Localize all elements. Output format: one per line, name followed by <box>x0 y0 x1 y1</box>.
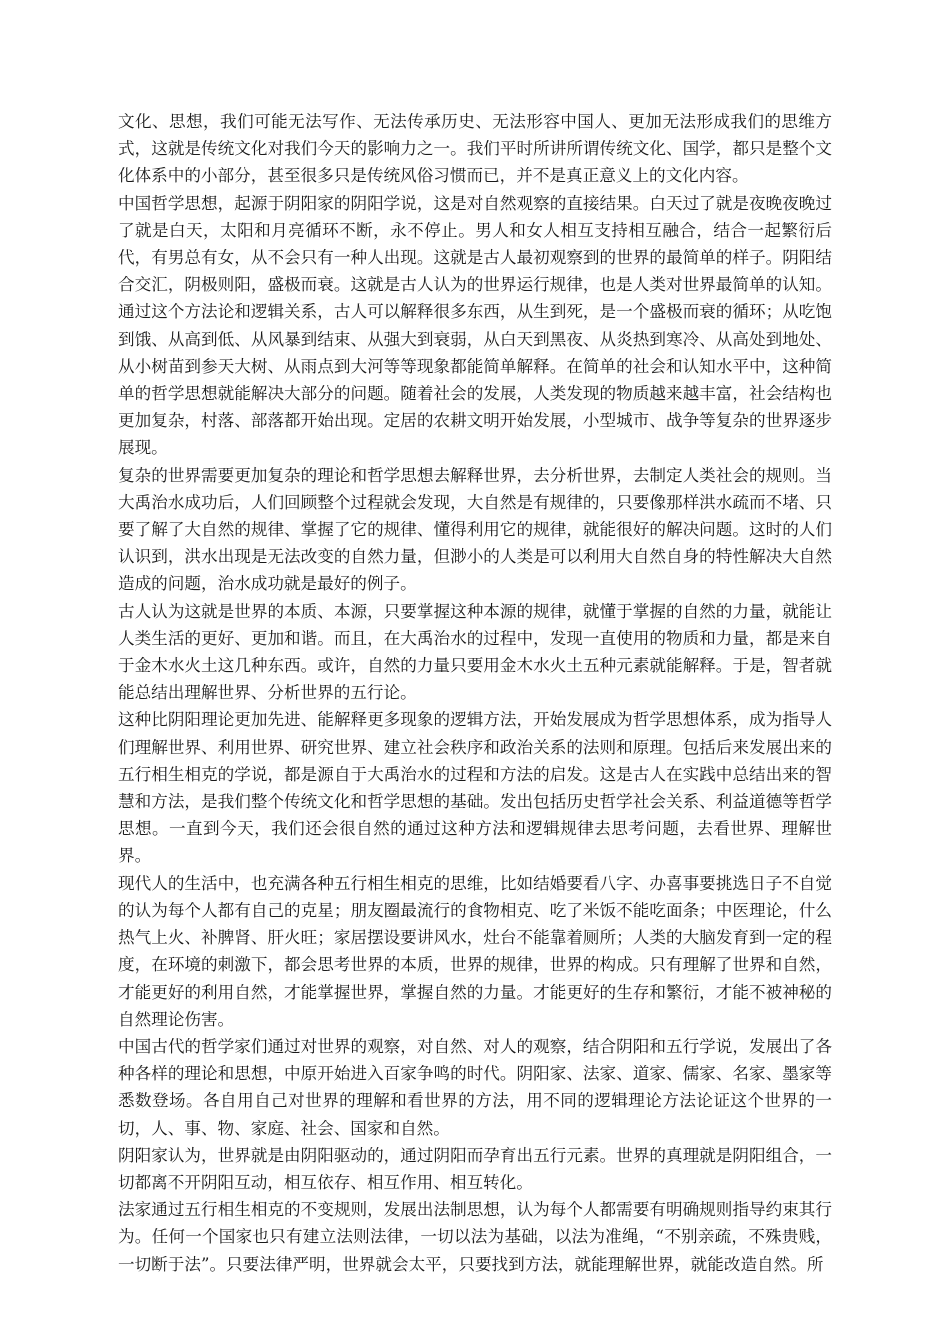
paragraph: 中国古代的哲学家们通过对世界的观察，对自然、对人的观察，结合阴阳和五行学说，发展出了各种各样的理论和思想，中原开始进入百家争鸣的时代。阴阳家、法家、道家、儒家、名家、墨家等悉数登场。各自用自己对世界的理解和看世界的方法，用不同的逻辑理论方法论证这个世界的一切，人、事、物、家庭、社会、国家和自然。 <box>118 1036 832 1138</box>
paragraph: 法家通过五行相生相克的不变规则，发展出法制思想，认为每个人都需要有明确规则指导约束其行为。任何一个国家也只有建立法则法律，一切以法为基础，以法为准绳，“不别亲疏，不殊贵贱，一切断于法”。只要法律严明，世界就会太平，只要找到方法，就能理解世界，就能改造自然。所 <box>118 1200 832 1274</box>
paragraph: 现代人的生活中，也充满各种五行相生相克的思维，比如结婚要看八字、办喜事要挑选日子不自觉的认为每个人都有自己的克星；朋友圈最流行的食物相克、吃了米饭不能吃面条；中医理论，什么热气上火、补脾肾、肝火旺；家居摆设要讲风水，灶台不能靠着厕所；人类的大脑发育到一定的程度，在环境的刺激下，都会思考世界的本质，世界的规律，世界的构成。只有理解了世界和自然，才能更好的利用自然，才能掌握世界，掌握自然的力量。才能更好的生存和繁衍，才能不被神秘的自然理论伤害。 <box>118 873 832 1029</box>
document-body <box>118 108 832 1278</box>
paragraph: 阴阳家认为，世界就是由阴阳驱动的，通过阴阳而孕育出五行元素。世界的真理就是阴阳组合，一切都离不开阴阳互动，相互依存、相互作用、相互转化。 <box>118 1145 832 1192</box>
paragraph: 复杂的世界需要更加复杂的理论和哲学思想去解释世界，去分析世界，去制定人类社会的规则。当大禹治水成功后，人们回顾整个过程就会发现，大自然是有规律的，只要像那样洪水疏而不堵、只要了解了大自然的规律、掌握了它的规律、懂得利用它的规律，就能很好的解决问题。这时的人们认识到，洪水出现是无法改变的自然力量，但渺小的人类是可以利用大自然自身的特性解决大自然造成的问题，治水成功就是最好的例子。 <box>118 465 832 594</box>
paragraph: 古人认为这就是世界的本质、本源，只要掌握这种本源的规律，就懂于掌握的自然的力量，就能让人类生活的更好、更加和谐。而且，在大禹治水的过程中，发现一直使用的物质和力量，都是来自于金木水火土这几种东西。或许，自然的力量只要用金木水火土五种元素就能解释。于是，智者就能总结出理解世界、分析世界的五行论。 <box>118 601 832 703</box>
paragraph: 中国哲学思想，起源于阴阳家的阴阳学说，这是对自然观察的直接结果。白天过了就是夜晚夜晚过了就是白天，太阳和月亮循环不断，永不停止。男人和女人相互支持相互融合，结合一起繁衍后代，有男总有女，从不会只有一种人出现。这就是古人最初观察到的世界的最简单的样子。阴阳结合交汇，阴极则阳，盛极而衰。这就是古人认为的世界运行规律，也是人类对世界最简单的认知。通过这个方法论和逻辑关系，古人可以解释很多东西，从生到死，是一个盛极而衰的循环；从吃饱到饿、从高到低、从风暴到结束、从强大到衰弱，从白天到黑夜、从炎热到寒冷、从高处到地处、从小树苗到参天大树、从雨点到大河等等现象都能简单解释。在简单的社会和认知水平中，这种简单的哲学思想就能解决大部分的问题。随着社会的发展，人类发现的物质越来越丰富，社会结构也更加复杂，村落、部落都开始出现。定居的农耕文明开始发展，小型城市、战争等复杂的世界逐步展现。 <box>118 193 832 458</box>
paragraph: 这种比阴阳理论更加先进、能解释更多现象的逻辑方法，开始发展成为哲学思想体系，成为指导人们理解世界、利用世界、研究世界、建立社会秩序和政治关系的法则和原理。包括后来发展出来的五行相生相克的学说，都是源自于大禹治水的过程和方法的启发。这是古人在实践中总结出来的智慧和方法，是我们整个传统文化和哲学思想的基础。发出包括历史哲学社会关系、利益道德等哲学思想。一直到今天，我们还会很自然的通过这种方法和逻辑规律去思考问题，去看世界、理解世界。 <box>118 710 832 866</box>
paragraph: 文化、思想，我们可能无法写作、无法传承历史、无法形容中国人、更加无法形成我们的思维方式，这就是传统文化对我们今天的影响力之一。我们平时所讲所谓传统文化、国学，都只是整个文化体系中的小部分，甚至很多只是传统风俗习惯而已，并不是真正意义上的文化内容。 <box>118 112 832 186</box>
